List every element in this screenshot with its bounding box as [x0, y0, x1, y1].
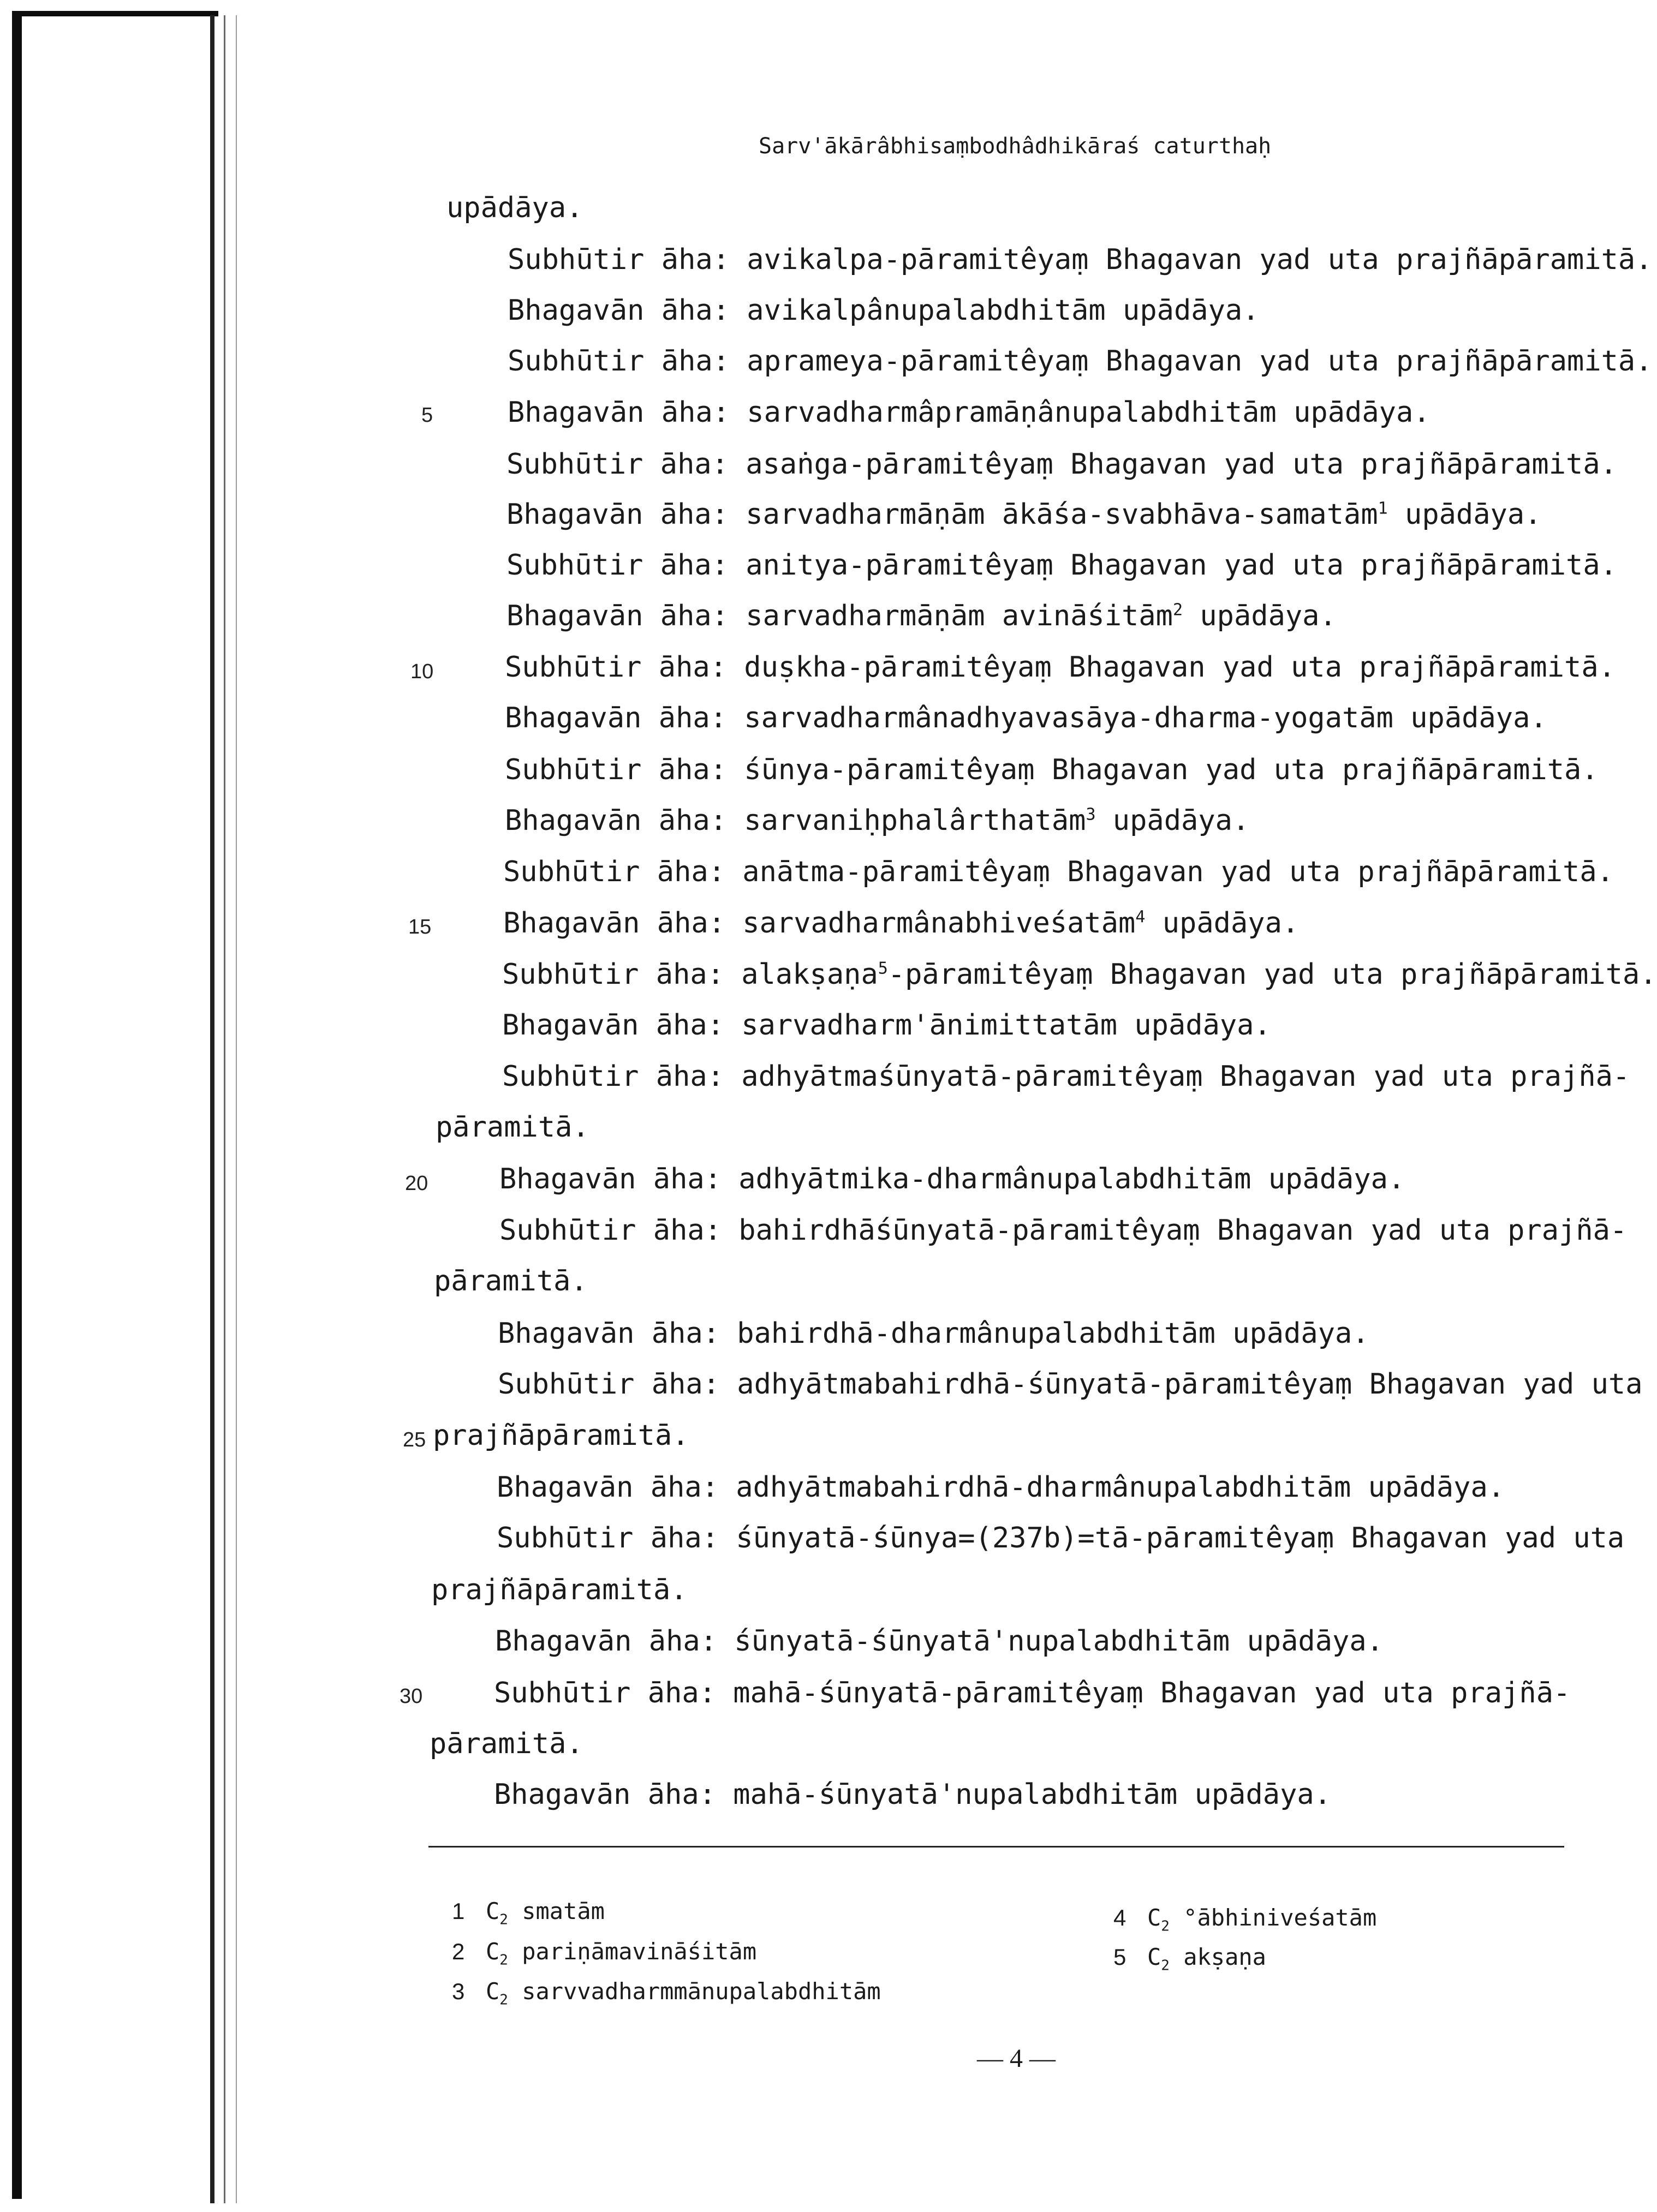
text-line	[434, 1265, 588, 1298]
text-line	[505, 756, 1599, 784]
footnote	[1113, 1904, 1376, 1934]
line-text: Bhagavān āha: mahā-śūnyatā'nupalabdhitām upādāya.	[494, 1778, 1332, 1811]
scan-edge-inner-thin	[224, 15, 225, 2203]
text-line	[503, 907, 1300, 940]
line-text-tail: -pāramitêyaṃ Bhagavan yad uta prajñāpāramitā.	[887, 958, 1657, 991]
line-text: Bhagavān āha: sarvadharmāṇām avināśitām	[506, 600, 1173, 632]
footnote-ref: 3	[1086, 805, 1096, 824]
line-text: upādāya.	[446, 192, 583, 224]
variant-reading: pariṇāmavināśitām	[508, 1938, 757, 1965]
line-text: Bhagavān āha: adhyātmika-dharmânupalabdhitām upādāya.	[499, 1163, 1405, 1195]
line-text: Subhūtir āha: anātma-pāramitêyaṃ Bhagavan yad uta prajñāpāramitā.	[503, 856, 1614, 888]
line-text: Subhūtir āha: alakṣaṇa	[502, 958, 878, 991]
line-text: Subhūtir āha: mahā-śūnyatā-pāramitêyaṃ Bhagavan yad uta prajñā-	[494, 1677, 1571, 1709]
line-text: Bhagavān āha: sarvadharmāṇām ākāśa-svabhāva-samatām	[506, 498, 1378, 531]
line-number: 25	[403, 1428, 426, 1451]
scan-edge-bar	[12, 11, 22, 2199]
line-number: 15	[408, 916, 432, 938]
footnote	[1113, 1944, 1266, 1974]
line-text: Subhūtir āha: śūnya-pāramitêyaṃ Bhagavan yad uta prajñāpāramitā.	[505, 754, 1599, 786]
text-line	[494, 1780, 1331, 1809]
manuscript-siglum: $C_2$	[486, 1938, 508, 1969]
footnote-number: 4	[1113, 1905, 1126, 1930]
line-text: Bhagavān āha: sarvadharm'ānimittatām upādāya.	[502, 1009, 1271, 1042]
footnote-number: 1	[452, 1898, 465, 1924]
footnote	[452, 1938, 756, 1968]
line-number: 5	[421, 404, 433, 427]
text-line	[503, 858, 1614, 886]
line-text: Bhagavān āha: sarvadharmâpramāṇânupalabdhitām upādāya.	[508, 396, 1430, 429]
manuscript-siglum: $C_2$	[486, 1898, 508, 1928]
text-line	[505, 651, 1616, 684]
text-line	[446, 194, 583, 222]
line-text: Subhūtir āha: adhyātmabahirdhā-śūnyatā-pāramitêyaṃ Bhagavan yad uta	[498, 1368, 1643, 1401]
text-line	[505, 806, 1249, 835]
variant-reading: °ābhiniveśatām	[1169, 1904, 1377, 1931]
text-line	[506, 500, 1541, 529]
footnote-ref: 4	[1135, 907, 1146, 927]
line-text-tail: upādāya.	[1387, 498, 1542, 531]
line-text: Bhagavān āha: sarvaniḥphalârthatām	[505, 804, 1086, 837]
footnote	[452, 1898, 605, 1928]
scan-edge-inner	[210, 15, 214, 2203]
line-text: pāramitā.	[430, 1727, 583, 1760]
manuscript-siglum: $C_2$	[486, 1978, 508, 2008]
text-line	[499, 1216, 1627, 1245]
text-line	[508, 296, 1260, 325]
line-text: Bhagavān āha: sarvadharmânadhyavasāya-dharma-yogatām upādāya.	[505, 702, 1547, 734]
text-line	[502, 1062, 1630, 1091]
line-text: pāramitā.	[434, 1265, 588, 1298]
footnote-ref: 1	[1378, 499, 1388, 518]
text-line	[430, 1727, 583, 1760]
text-line	[497, 1473, 1505, 1502]
line-number: 30	[400, 1685, 423, 1708]
variant-reading: akṣaṇa	[1169, 1944, 1266, 1970]
line-number: 20	[405, 1172, 428, 1195]
text-line	[431, 1576, 688, 1604]
text-line	[497, 1522, 1625, 1555]
text-line	[502, 1009, 1271, 1042]
manuscript-siglum: $C_2$	[1147, 1904, 1170, 1935]
footnote-ref: 2	[1172, 600, 1183, 620]
line-text: prajñāpāramitā.	[431, 1574, 688, 1606]
line-text: Subhūtir āha: asaṅga-pāramitêyaṃ Bhagavan yad uta prajñāpāramitā.	[506, 448, 1617, 481]
line-text: Subhūtir āha: adhyātmaśūnyatā-pāramitêyaṃ Bhagavan yad uta prajñā-	[502, 1060, 1630, 1093]
line-text: Bhagavān āha: sarvadharmânabhiveśatām	[503, 907, 1136, 940]
text-line	[436, 1111, 589, 1144]
footnote-number: 3	[452, 1978, 465, 2004]
text-line	[433, 1421, 689, 1450]
footnote-number: 5	[1113, 1944, 1126, 1970]
line-number: 10	[410, 660, 434, 683]
text-line	[505, 704, 1547, 732]
text-line	[498, 1319, 1369, 1348]
variant-reading: sarvvadharmmānupalabdhitām	[508, 1978, 881, 2005]
text-line	[499, 1165, 1405, 1193]
line-text-tail: upādāya.	[1145, 907, 1300, 940]
text-line	[508, 398, 1430, 427]
variant-reading: smatām	[508, 1898, 605, 1924]
text-line	[506, 549, 1617, 582]
page-number: — 4 —	[977, 2044, 1056, 2073]
footnote-number: 2	[452, 1939, 465, 1964]
scan-edge-top	[12, 11, 218, 16]
line-text: Bhagavān āha: avikalpânupalabdhitām upādāya.	[508, 294, 1260, 327]
text-line	[506, 450, 1617, 479]
line-text: pāramitā.	[436, 1111, 589, 1144]
running-header: Sarv'ākārâbhisaṃbodhâdhikāraś caturthaḥ	[759, 134, 1272, 159]
line-text-tail: upādāya.	[1183, 600, 1337, 632]
manuscript-siglum: $C_2$	[1147, 1944, 1170, 1974]
line-text: Bhagavān āha: adhyātmabahirdhā-dharmânupalabdhitām upādāya.	[497, 1471, 1505, 1504]
footnote-ref: 5	[878, 959, 888, 978]
line-text: Subhūtir āha: avikalpa-pāramitêyaṃ Bhagavan yad uta prajñāpāramitā.	[508, 243, 1653, 276]
line-text: Subhūtir āha: duṣkha-pāramitêyaṃ Bhagavan yad uta prajñāpāramitā.	[505, 651, 1616, 684]
line-text: Bhagavān āha: bahirdhā-dharmânupalabdhitām upādāya.	[498, 1317, 1369, 1350]
line-text: Subhūtir āha: bahirdhāśūnyatā-pāramitêyaṃ Bhagavan yad uta prajñā-	[499, 1214, 1628, 1247]
line-text: Subhūtir āha: anitya-pāramitêyaṃ Bhagavan yad uta prajñāpāramitā.	[506, 549, 1617, 582]
text-line	[498, 1368, 1643, 1401]
text-line	[494, 1679, 1570, 1707]
line-text: Subhūtir āha: śūnyatā-śūnya=(237b)=tā-pāramitêyaṃ Bhagavan yad uta	[497, 1522, 1625, 1555]
scan-edge-inner-faint	[236, 15, 237, 2203]
line-text: Subhūtir āha: aprameya-pāramitêyaṃ Bhagavan yad uta prajñāpāramitā.	[508, 345, 1653, 378]
text-line	[502, 960, 1657, 989]
text-line	[508, 243, 1653, 276]
text-line	[495, 1625, 1384, 1658]
text-line	[506, 602, 1337, 630]
text-line	[508, 345, 1653, 378]
line-text: Bhagavān āha: śūnyatā-śūnyatā'nupalabdhitām upādāya.	[495, 1625, 1384, 1658]
line-text-tail: upādāya.	[1095, 804, 1250, 837]
line-text: prajñāpāramitā.	[433, 1419, 689, 1452]
footnote	[452, 1978, 881, 2008]
footnote-rule	[428, 1846, 1564, 1848]
